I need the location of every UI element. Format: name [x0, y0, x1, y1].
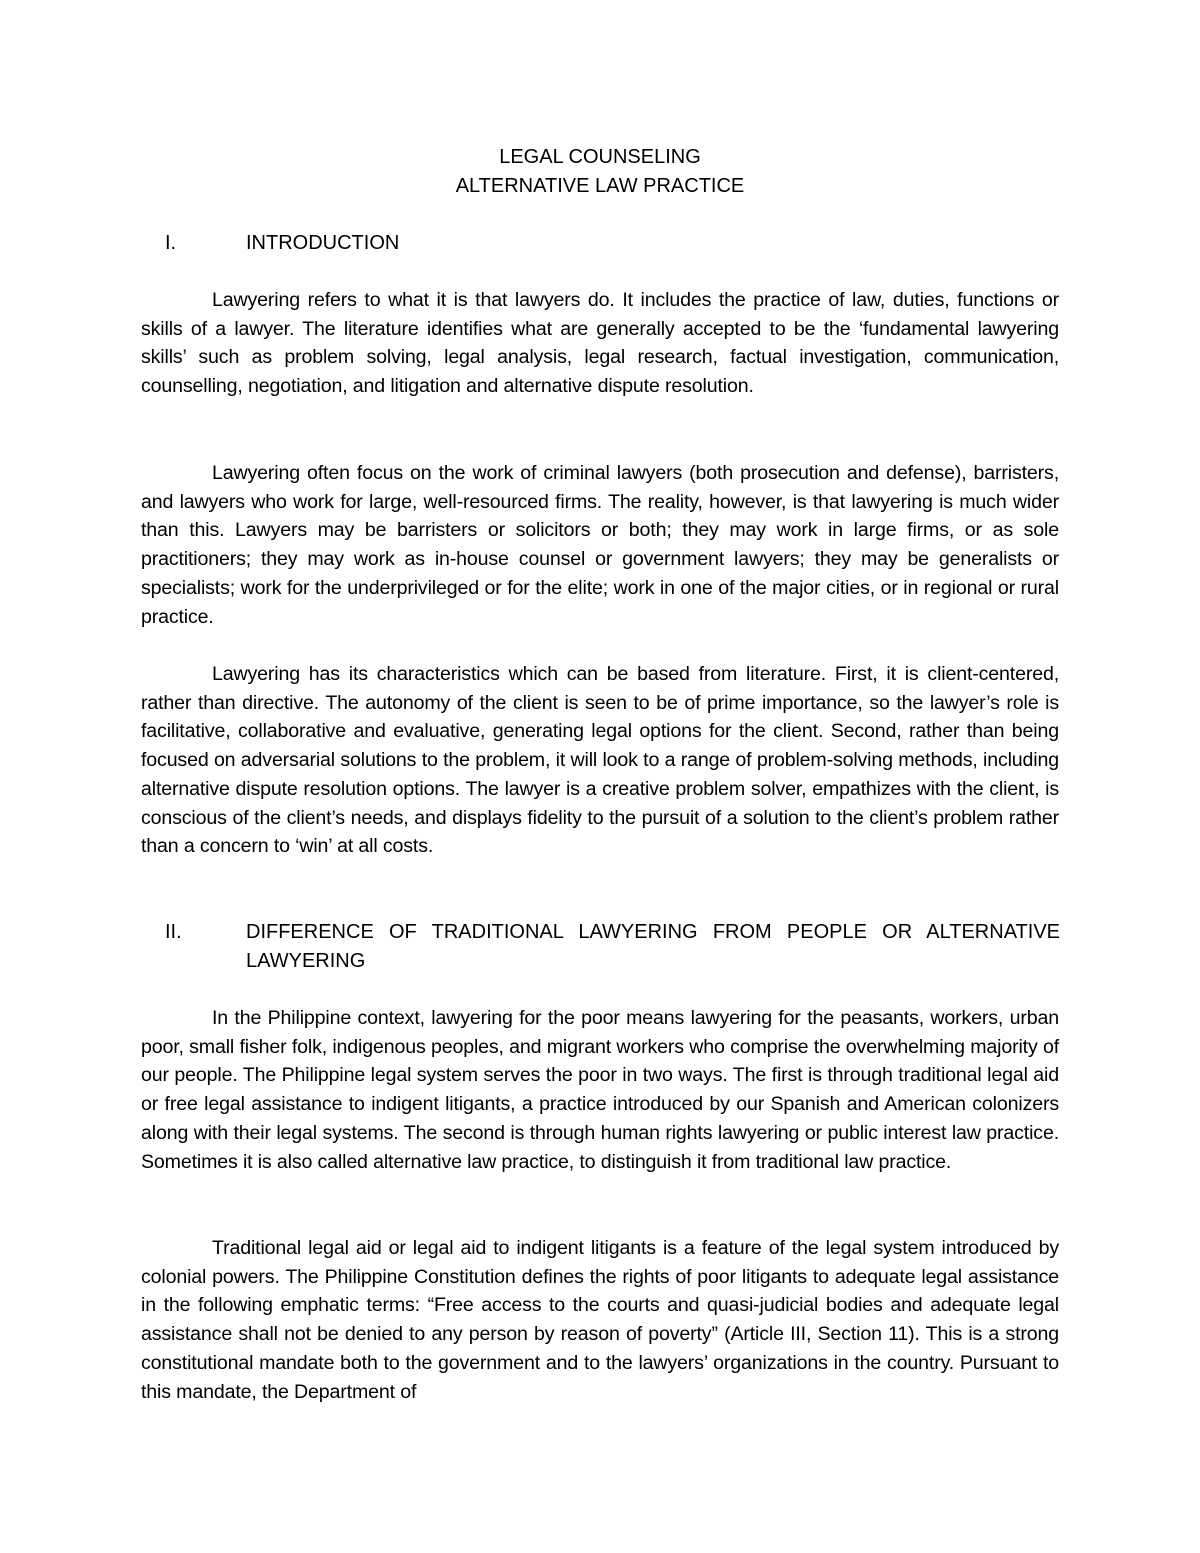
section-heading-introduction [165, 229, 1060, 258]
section-number: I. [165, 232, 177, 254]
section-number: II. [165, 921, 182, 943]
paragraph: Lawyering refers to what it is that lawyers do. It includes the practice of law, duties, functions or skills of a lawyer. The literature identifies what are generally accepted to be the ‘fundamental lawyering skills’ such as problem solving, legal analysis, legal research, factual investigation, communication, counselling, negotiation, and litigation and alternative dispute resolution. [141, 289, 1059, 398]
section-heading-text: INTRODUCTION [246, 232, 400, 254]
paragraph: Lawyering has its characteristics which can be based from literature. First, it is client-centered, rather than directive. The autonomy of the client is seen to be of prime importance, so the lawyer’s role is facilitative, collaborative and evaluative, generating legal options for the client. Second, rather than being focused on adversarial solutions to the problem, it will look to a range of problem-solving methods, including alternative dispute resolution options. The lawyer is a creative problem solver, empathizes with the client, is conscious of the client’s needs, and displays fidelity to the pursuit of a solution to the client’s problem rather than a concern to ‘win’ at all costs. [141, 663, 1059, 858]
document-title: LEGAL COUNSELING [499, 146, 701, 168]
document-subtitle: ALTERNATIVE LAW PRACTICE [455, 175, 745, 197]
paragraph: Lawyering often focus on the work of criminal lawyers (both prosecution and defense), barristers, and lawyers who work for large, well-resourced firms. The reality, however, is that lawyering is much wider than this. Lawyers may be barristers or solicitors or both; they may work in large firms, or as sole practitioners; they may work as in-house counsel or government lawyers; they may be generalists or specialists; work for the underprivileged or for the elite; work in one of the major cities, or in regional or rural practice. [141, 462, 1059, 628]
paragraph: In the Philippine context, lawyering for the poor means lawyering for the peasants, workers, urban poor, small fisher folk, indigenous peoples, and migrant workers who comprise the overwhelming majority of our people. The Philippine legal system serves the poor in two ways. The first is through traditional legal aid or free legal assistance to indigent litigants, a practice introduced by our Spanish and American colonizers along with their legal systems. The second is through human rights lawyering or public interest law practice. Sometimes it is also called alternative law practice, to distinguish it from traditional law practice. [141, 1007, 1059, 1173]
section-heading-difference [165, 918, 1060, 976]
paragraph: Traditional legal aid or legal aid to indigent litigants is a feature of the legal system introduced by colonial powers. The Philippine Constitution defines the rights of poor litigants to adequate legal assistance in the following emphatic terms: “Free access to the courts and quasi-judicial bodies and adequate legal assistance shall not be denied to any person by reason of poverty” (Article III, Section 11). This is a strong constitutional mandate both to the government and to the lawyers’ organizations in the country. Pursuant to this mandate, the Department of [141, 1237, 1059, 1403]
section-heading-text: DIFFERENCE OF TRADITIONAL LAWYERING FROM PEOPLE OR ALTERNATIVE LAWYERING [246, 921, 1060, 972]
